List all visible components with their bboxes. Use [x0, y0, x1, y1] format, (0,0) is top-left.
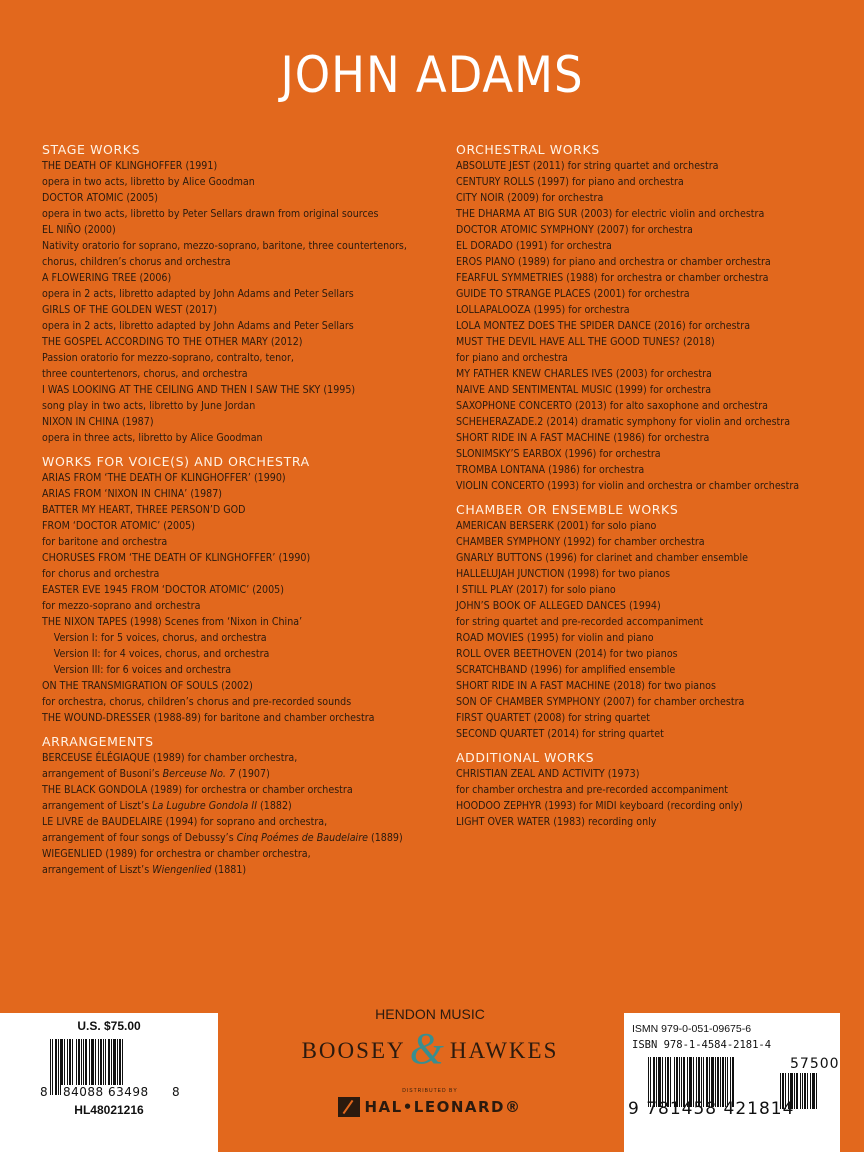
- work-line: DOCTOR ATOMIC SYMPHONY (2007) for orchestra: [456, 224, 693, 236]
- work-line-text: (1889): [367, 832, 403, 844]
- hal-leonard-logo-icon: [338, 1097, 360, 1117]
- publisher-name-left: BOOSEY: [301, 1038, 406, 1063]
- work-line: WIEGENLIED (1989) for orchestra or chamber orchestra,: [42, 848, 311, 860]
- work-line: THE GOSPEL ACCORDING TO THE OTHER MARY (2012): [42, 336, 303, 348]
- work-line: song play in two acts, libretto by June Jordan: [42, 400, 256, 412]
- section-heading: STAGE WORKS: [42, 142, 141, 157]
- work-line: SCRATCHBAND (1996) for amplified ensemble: [456, 664, 676, 676]
- upc-digit-right: 8: [172, 1085, 181, 1099]
- upc-price-box: [0, 1013, 218, 1152]
- work-line: ROLL OVER BEETHOVEN (2014) for two pianos: [456, 648, 678, 660]
- barcode-bar: [816, 1073, 817, 1109]
- work-line: FIRST QUARTET (2008) for string quartet: [456, 712, 650, 724]
- distributed-by-label: DISTRIBUTED BY: [402, 1088, 458, 1094]
- work-line-text: arrangement of Liszt’s: [42, 800, 153, 812]
- work-line: for piano and orchestra: [456, 352, 568, 364]
- work-line: NIXON IN CHINA (1987): [42, 416, 154, 428]
- work-line: GIRLS OF THE GOLDEN WEST (2017): [42, 304, 218, 316]
- work-line: LE LIVRE de BAUDELAIRE (1994) for soprano and orchestra,: [42, 816, 328, 828]
- isbn-digits: 9 781458 421814: [628, 1099, 795, 1119]
- work-line: [42, 798, 402, 814]
- work-line: FEARFUL SYMMETRIES (1988) for orchestra or chamber orchestra: [456, 272, 769, 284]
- work-line: [42, 830, 402, 846]
- work-line: EROS PIANO (1989) for piano and orchestra or chamber orchestra: [456, 256, 771, 268]
- work-line: A FLOWERING TREE (2006): [42, 272, 172, 284]
- work-line: EASTER EVE 1945 FROM ‘DOCTOR ATOMIC’ (2005): [42, 584, 284, 596]
- work-line: LIGHT OVER WATER (1983) recording only: [456, 816, 657, 828]
- work-line: for baritone and orchestra: [42, 536, 168, 548]
- work-line-text: (1907): [235, 768, 270, 780]
- work-line: SHORT RIDE IN A FAST MACHINE (2018) for two pianos: [456, 680, 716, 692]
- work-line: GUIDE TO STRANGE PLACES (2001) for orchestra: [456, 288, 690, 300]
- work-line: for orchestra, chorus, children’s chorus and pre-recorded sounds: [42, 696, 352, 708]
- upc-digits-main: 84088 63498: [63, 1085, 149, 1099]
- work-line-text: (1882): [257, 800, 292, 812]
- work-line: THE WOUND-DRESSER (1988-89) for baritone and chamber orchestra: [42, 712, 375, 724]
- work-line: FROM ‘DOCTOR ATOMIC’ (2005): [42, 520, 195, 532]
- work-line: GNARLY BUTTONS (1996) for clarinet and chamber ensemble: [456, 552, 748, 564]
- work-line-text: arrangement of Liszt’s: [42, 864, 153, 876]
- work-line: Version I: for 5 voices, chorus, and orchestra: [53, 632, 267, 644]
- work-line: ON THE TRANSMIGRATION OF SOULS (2002): [42, 680, 253, 692]
- work-line: chorus, children’s chorus and orchestra: [42, 256, 231, 268]
- work-line: opera in two acts, libretto by Alice Goodman: [42, 176, 255, 188]
- work-line: CHRISTIAN ZEAL AND ACTIVITY (1973): [456, 768, 640, 780]
- work-line: Nativity oratorio for soprano, mezzo-soprano, baritone, three countertenors,: [42, 240, 407, 252]
- work-line: VIOLIN CONCERTO (1993) for violin and orchestra or chamber orchestra: [456, 480, 800, 492]
- work-line: MUST THE DEVIL HAVE ALL THE GOOD TUNES? (2018): [456, 336, 715, 348]
- work-line: NAIVE AND SENTIMENTAL MUSIC (1999) for orchestra: [456, 384, 712, 396]
- work-line: THE NIXON TAPES (1998) Scenes from ‘Nixon in China’: [42, 616, 303, 628]
- work-line: HALLELUJAH JUNCTION (1998) for two pianos: [456, 568, 671, 580]
- work-line: EL DORADO (1991) for orchestra: [456, 240, 612, 252]
- work-line: TROMBA LONTANA (1986) for orchestra: [456, 464, 645, 476]
- work-line: EL NIÑO (2000): [42, 224, 116, 236]
- section-heading: CHAMBER OR ENSEMBLE WORKS: [456, 502, 679, 517]
- work-line: opera in three acts, libretto by Alice Goodman: [42, 432, 263, 444]
- work-title-italic: Cinq Poémes de Baudelaire: [236, 832, 368, 844]
- work-line-text: arrangement of four songs of Debussy’s: [42, 832, 237, 844]
- work-line: opera in 2 acts, libretto adapted by John Adams and Peter Sellars: [42, 320, 354, 332]
- work-line: JOHN’S BOOK OF ALLEGED DANCES (1994): [456, 600, 661, 612]
- work-line: for chorus and orchestra: [42, 568, 160, 580]
- left-column: [42, 141, 442, 885]
- work-line: SECOND QUARTET (2014) for string quartet: [456, 728, 664, 740]
- work-title-italic: Wiengenlied: [152, 864, 212, 876]
- work-title-italic: Berceuse No. 7: [162, 768, 236, 780]
- work-title-italic: La Lugubre Gondola II: [152, 800, 258, 812]
- work-line: CHAMBER SYMPHONY (1992) for chamber orchestra: [456, 536, 705, 548]
- work-line: for mezzo-soprano and orchestra: [42, 600, 201, 612]
- work-line: CHORUSES FROM ‘THE DEATH OF KLINGHOFFER’ (1990): [42, 552, 311, 564]
- imprint-name: HENDON MUSIC: [375, 1006, 485, 1022]
- work-line: three countertenors, chorus, and orchestra: [42, 368, 248, 380]
- upc-digit-left: 8: [40, 1085, 49, 1099]
- section-heading: ORCHESTRAL WORKS: [456, 142, 600, 157]
- ismn-label: ISMN 979-0-051-09675-6: [632, 1023, 752, 1035]
- section-heading: WORKS FOR VOICE(S) AND ORCHESTRA: [42, 454, 310, 469]
- works-section: [456, 749, 856, 830]
- work-line: THE DEATH OF KLINGHOFFER (1991): [42, 160, 218, 172]
- work-line: ROAD MOVIES (1995) for violin and piano: [456, 632, 654, 644]
- work-line: [42, 766, 402, 782]
- work-line: THE BLACK GONDOLA (1989) for orchestra or chamber orchestra: [42, 784, 353, 796]
- work-line: SCHEHERAZADE.2 (2014) dramatic symphony for violin and orchestra: [456, 416, 791, 428]
- work-line: ARIAS FROM ‘THE DEATH OF KLINGHOFFER’ (1990): [42, 472, 286, 484]
- work-line: opera in two acts, libretto by Peter Sellars drawn from original sources: [42, 208, 379, 220]
- work-line: I STILL PLAY (2017) for solo piano: [456, 584, 616, 596]
- work-line: for chamber orchestra and pre-recorded accompaniment: [456, 784, 729, 796]
- works-section: [42, 453, 442, 726]
- work-line-text: (1881): [211, 864, 247, 876]
- work-line: SAXOPHONE CONCERTO (2013) for alto saxophone and orchestra: [456, 400, 769, 412]
- work-line: Version III: for 6 voices and orchestra: [53, 664, 232, 676]
- work-line: [42, 862, 402, 878]
- work-line: BATTER MY HEART, THREE PERSON’D GOD: [42, 504, 246, 516]
- works-section: [42, 141, 442, 446]
- work-line: I WAS LOOKING AT THE CEILING AND THEN I SAW THE SKY (1995): [42, 384, 356, 396]
- work-line: ABSOLUTE JEST (2011) for string quartet and orchestra: [456, 160, 719, 172]
- work-line: ARIAS FROM ‘NIXON IN CHINA’ (1987): [42, 488, 223, 500]
- right-column: [456, 141, 856, 837]
- price-code: 57500: [790, 1056, 840, 1072]
- distributor-name: HAL•LEONARD®: [364, 1098, 522, 1116]
- work-line: THE DHARMA AT BIG SUR (2003) for electric violin and orchestra: [456, 208, 765, 220]
- work-line: LOLLAPALOOZA (1995) for orchestra: [456, 304, 630, 316]
- item-code: HL48021216: [74, 1103, 144, 1117]
- work-line: Passion oratorio for mezzo-soprano, contralto, tenor,: [42, 352, 294, 364]
- work-line: HOODOO ZEPHYR (1993) for MIDI keyboard (recording only): [456, 800, 743, 812]
- work-line: SLONIMSKY’S EARBOX (1996) for orchestra: [456, 448, 661, 460]
- price-label: U.S. $75.00: [77, 1019, 141, 1033]
- ampersand-logo-icon: &: [409, 1024, 446, 1073]
- work-line: Version II: for 4 voices, chorus, and orchestra: [53, 648, 270, 660]
- distributor-logo: [270, 1097, 590, 1117]
- work-line: LOLA MONTEZ DOES THE SPIDER DANCE (2016) for orchestra: [456, 320, 751, 332]
- work-line-text: arrangement of Busoni’s: [42, 768, 163, 780]
- work-line: CITY NOIR (2009) for orchestra: [456, 192, 604, 204]
- works-section: [456, 141, 856, 494]
- publisher-name-right: HAWKES: [449, 1038, 559, 1063]
- work-line: CENTURY ROLLS (1997) for piano and orchestra: [456, 176, 684, 188]
- works-section: [456, 501, 856, 742]
- work-line: BERCEUSE ÉLÉGIAQUE (1989) for chamber orchestra,: [42, 752, 298, 764]
- work-line: for string quartet and pre-recorded accompaniment: [456, 616, 704, 628]
- work-line: AMERICAN BERSERK (2001) for solo piano: [456, 520, 657, 532]
- isbn-box: [624, 1013, 840, 1152]
- section-heading: ADDITIONAL WORKS: [456, 750, 595, 765]
- work-line: DOCTOR ATOMIC (2005): [42, 192, 159, 204]
- work-line: SON OF CHAMBER SYMPHONY (2007) for chamber orchestra: [456, 696, 745, 708]
- work-line: SHORT RIDE IN A FAST MACHINE (1986) for orchestra: [456, 432, 710, 444]
- section-heading: ARRANGEMENTS: [42, 734, 154, 749]
- work-line: MY FATHER KNEW CHARLES IVES (2003) for orchestra: [456, 368, 712, 380]
- isbn-label: ISBN 978-1-4584-2181-4: [632, 1039, 772, 1051]
- publisher-logo: [270, 1024, 590, 1073]
- composer-title: JOHN ADAMS: [280, 46, 584, 104]
- works-section: [42, 733, 442, 878]
- work-line: opera in 2 acts, libretto adapted by John Adams and Peter Sellars: [42, 288, 354, 300]
